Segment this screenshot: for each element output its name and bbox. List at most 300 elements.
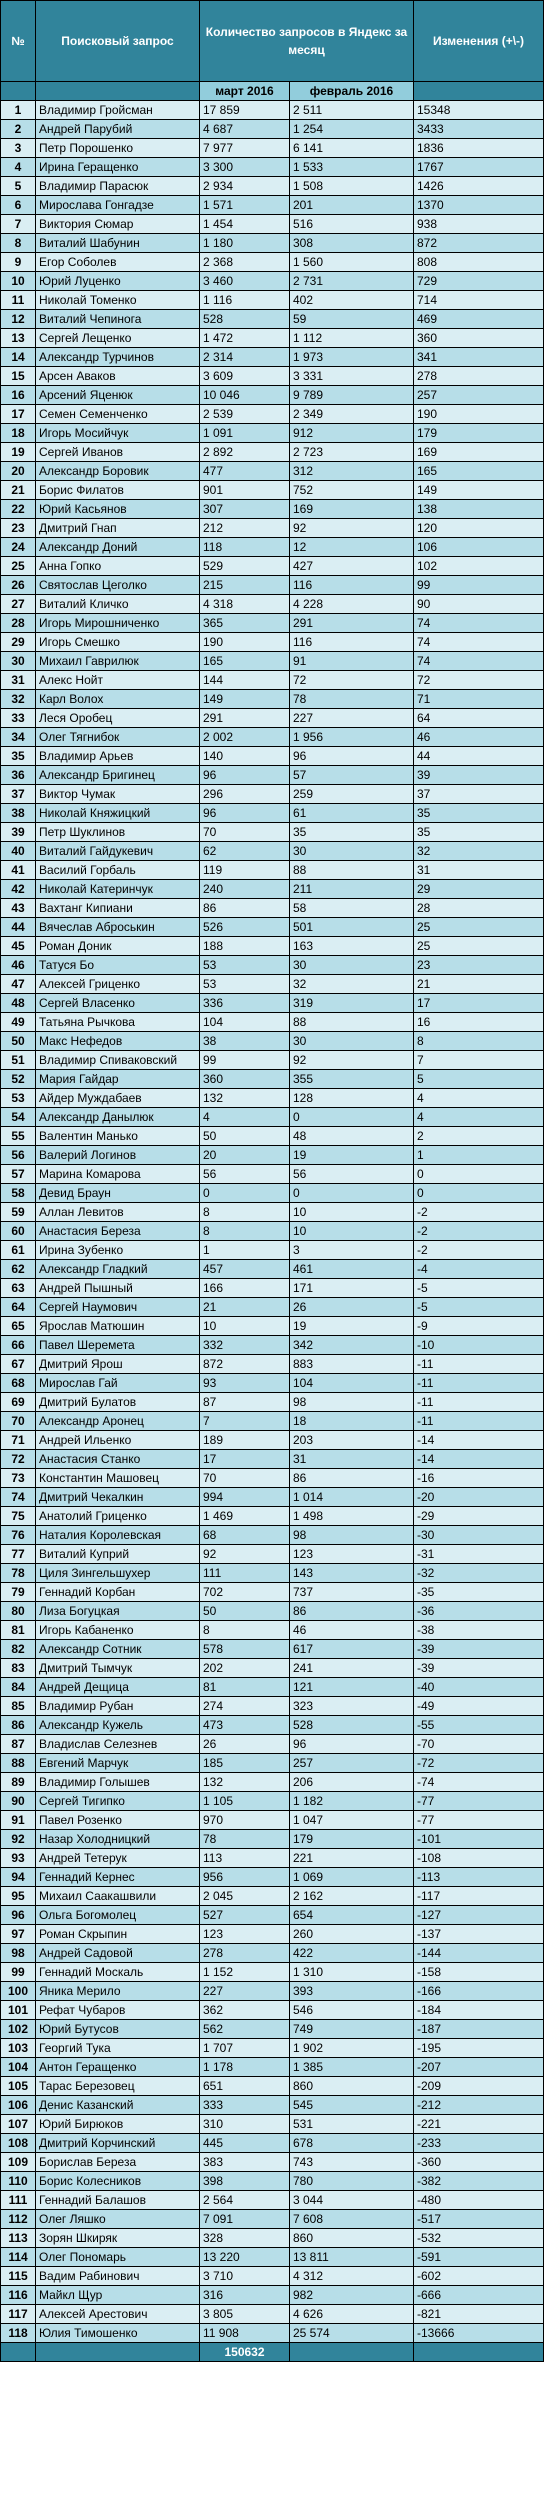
- table-row: [1, 614, 544, 633]
- cell-query: Виктория Сюмар: [36, 215, 200, 234]
- cell-feb: 1 956: [290, 728, 414, 747]
- cell-feb: 169: [290, 500, 414, 519]
- table-row: [1, 728, 544, 747]
- cell-query: Рефат Чубаров: [36, 2001, 200, 2020]
- cell-change: 17: [414, 994, 544, 1013]
- cell-num: 100: [1, 1982, 36, 2001]
- cell-feb: 883: [290, 1355, 414, 1374]
- table-row: [1, 1431, 544, 1450]
- cell-feb: 163: [290, 937, 414, 956]
- cell-change: -591: [414, 2248, 544, 2267]
- cell-feb: 1 508: [290, 177, 414, 196]
- cell-feb: 4 228: [290, 595, 414, 614]
- cell-feb: 1 254: [290, 120, 414, 139]
- table-row: [1, 804, 544, 823]
- cell-change: 1370: [414, 196, 544, 215]
- cell-mar: 20: [200, 1146, 290, 1165]
- cell-change: 872: [414, 234, 544, 253]
- table-row: [1, 1222, 544, 1241]
- table-row: [1, 880, 544, 899]
- total-row: [1, 2343, 544, 2362]
- cell-query: Михаил Гаврилюк: [36, 652, 200, 671]
- cell-query: Айдер Муждабаев: [36, 1089, 200, 1108]
- cell-mar: 144: [200, 671, 290, 690]
- cell-num: 108: [1, 2134, 36, 2153]
- cell-change: -9: [414, 1317, 544, 1336]
- cell-feb: 461: [290, 1260, 414, 1279]
- cell-query: Наталия Королевская: [36, 1526, 200, 1545]
- table-row: [1, 196, 544, 215]
- cell-change: -11: [414, 1412, 544, 1431]
- cell-mar: 78: [200, 1830, 290, 1849]
- cell-query: Владимир Голышев: [36, 1773, 200, 1792]
- cell-feb: 19: [290, 1317, 414, 1336]
- table-row: [1, 101, 544, 120]
- cell-num: 46: [1, 956, 36, 975]
- cell-change: 1426: [414, 177, 544, 196]
- table-row: [1, 1887, 544, 1906]
- cell-mar: 26: [200, 1735, 290, 1754]
- table-row: [1, 1659, 544, 1678]
- cell-mar: 1 454: [200, 215, 290, 234]
- cell-change: -74: [414, 1773, 544, 1792]
- cell-query: Игорь Кабаненко: [36, 1621, 200, 1640]
- cell-change: -108: [414, 1849, 544, 1868]
- cell-mar: 104: [200, 1013, 290, 1032]
- cell-query: Сергей Власенко: [36, 994, 200, 1013]
- cell-mar: 132: [200, 1773, 290, 1792]
- cell-change: 71: [414, 690, 544, 709]
- cell-query: Борислав Береза: [36, 2153, 200, 2172]
- cell-mar: 1 091: [200, 424, 290, 443]
- cell-num: 83: [1, 1659, 36, 1678]
- cell-query: Виталий Куприй: [36, 1545, 200, 1564]
- cell-mar: 8: [200, 1222, 290, 1241]
- cell-feb: 402: [290, 291, 414, 310]
- cell-feb: 92: [290, 1051, 414, 1070]
- col-query-header: Поисковый запрос: [36, 1, 200, 82]
- cell-feb: 1 973: [290, 348, 414, 367]
- cell-query: Александр Данылюк: [36, 1108, 200, 1127]
- table-row: [1, 1583, 544, 1602]
- cell-change: -4: [414, 1260, 544, 1279]
- cell-num: 81: [1, 1621, 36, 1640]
- cell-change: -39: [414, 1640, 544, 1659]
- cell-change: -10: [414, 1336, 544, 1355]
- cell-change: -360: [414, 2153, 544, 2172]
- cell-change: 278: [414, 367, 544, 386]
- table-row: [1, 2077, 544, 2096]
- cell-feb: 10: [290, 1222, 414, 1241]
- cell-feb: 123: [290, 1545, 414, 1564]
- cell-query: Сергей Наумович: [36, 1298, 200, 1317]
- cell-query: Юрий Луценко: [36, 272, 200, 291]
- cell-change: 32: [414, 842, 544, 861]
- table-row: [1, 1868, 544, 1887]
- cell-change: 341: [414, 348, 544, 367]
- col-feb-header: февраль 2016: [290, 82, 414, 101]
- cell-mar: 2 539: [200, 405, 290, 424]
- cell-feb: 1 182: [290, 1792, 414, 1811]
- table-row: [1, 1412, 544, 1431]
- cell-query: Геннадий Москаль: [36, 1963, 200, 1982]
- cell-num: 104: [1, 2058, 36, 2077]
- table-row: [1, 1792, 544, 1811]
- cell-mar: 528: [200, 310, 290, 329]
- cell-feb: 2 349: [290, 405, 414, 424]
- cell-num: 74: [1, 1488, 36, 1507]
- table-row: [1, 1089, 544, 1108]
- cell-mar: 477: [200, 462, 290, 481]
- cell-num: 47: [1, 975, 36, 994]
- cell-feb: 0: [290, 1108, 414, 1127]
- cell-query: Дмитрий Чекалкин: [36, 1488, 200, 1507]
- cell-num: 66: [1, 1336, 36, 1355]
- cell-change: 64: [414, 709, 544, 728]
- cell-num: 65: [1, 1317, 36, 1336]
- cell-feb: 654: [290, 1906, 414, 1925]
- cell-query: Дмитрий Ярош: [36, 1355, 200, 1374]
- cell-mar: 3 609: [200, 367, 290, 386]
- cell-change: -36: [414, 1602, 544, 1621]
- table-row: [1, 1488, 544, 1507]
- cell-mar: 2 892: [200, 443, 290, 462]
- table-row: [1, 139, 544, 158]
- cell-change: -821: [414, 2305, 544, 2324]
- cell-change: 169: [414, 443, 544, 462]
- cell-query: Сергей Иванов: [36, 443, 200, 462]
- cell-feb: 4 312: [290, 2267, 414, 2286]
- table-row: [1, 177, 544, 196]
- cell-query: Дмитрий Корчинский: [36, 2134, 200, 2153]
- cell-query: Семен Семенченко: [36, 405, 200, 424]
- cell-query: Татьяна Рычкова: [36, 1013, 200, 1032]
- cell-change: 29: [414, 880, 544, 899]
- cell-num: 31: [1, 671, 36, 690]
- table-row: [1, 709, 544, 728]
- cell-feb: 241: [290, 1659, 414, 1678]
- cell-mar: 132: [200, 1089, 290, 1108]
- table-row: [1, 1013, 544, 1032]
- cell-query: Павел Шеремета: [36, 1336, 200, 1355]
- table-row: [1, 405, 544, 424]
- cell-mar: 3 710: [200, 2267, 290, 2286]
- cell-num: 19: [1, 443, 36, 462]
- cell-query: Игорь Мосийчук: [36, 424, 200, 443]
- cell-query: Антон Геращенко: [36, 2058, 200, 2077]
- cell-mar: 527: [200, 1906, 290, 1925]
- cell-query: Петр Шуклинов: [36, 823, 200, 842]
- table-row: [1, 1678, 544, 1697]
- cell-num: 26: [1, 576, 36, 595]
- table-row: [1, 1773, 544, 1792]
- cell-mar: 50: [200, 1127, 290, 1146]
- cell-num: 33: [1, 709, 36, 728]
- cell-num: 80: [1, 1602, 36, 1621]
- cell-change: 0: [414, 1165, 544, 1184]
- table-row: [1, 1165, 544, 1184]
- table-row: [1, 1146, 544, 1165]
- cell-num: 109: [1, 2153, 36, 2172]
- cell-feb: 1 498: [290, 1507, 414, 1526]
- table-row: [1, 538, 544, 557]
- cell-query: Александр Бригинец: [36, 766, 200, 785]
- cell-change: 8: [414, 1032, 544, 1051]
- cell-change: 1836: [414, 139, 544, 158]
- cell-feb: 96: [290, 747, 414, 766]
- cell-query: Девид Браун: [36, 1184, 200, 1203]
- cell-num: 91: [1, 1811, 36, 1830]
- table-row: [1, 1564, 544, 1583]
- cell-change: 74: [414, 614, 544, 633]
- cell-feb: 48: [290, 1127, 414, 1146]
- cell-query: Александр Гладкий: [36, 1260, 200, 1279]
- cell-feb: 56: [290, 1165, 414, 1184]
- cell-num: 118: [1, 2324, 36, 2343]
- cell-feb: 257: [290, 1754, 414, 1773]
- cell-num: 64: [1, 1298, 36, 1317]
- cell-feb: 1 069: [290, 1868, 414, 1887]
- cell-mar: 70: [200, 823, 290, 842]
- table-row: [1, 1070, 544, 1089]
- cell-query: Мирослава Гонгадзе: [36, 196, 200, 215]
- cell-query: Владислав Селезнев: [36, 1735, 200, 1754]
- cell-change: -11: [414, 1355, 544, 1374]
- cell-num: 51: [1, 1051, 36, 1070]
- cell-mar: 7 977: [200, 139, 290, 158]
- cell-mar: 362: [200, 2001, 290, 2020]
- table-row: [1, 1127, 544, 1146]
- cell-num: 42: [1, 880, 36, 899]
- cell-query: Ярослав Матюшин: [36, 1317, 200, 1336]
- cell-mar: 3 805: [200, 2305, 290, 2324]
- table-row: [1, 310, 544, 329]
- cell-mar: 7: [200, 1412, 290, 1431]
- cell-feb: 61: [290, 804, 414, 823]
- cell-feb: 96: [290, 1735, 414, 1754]
- cell-mar: 21: [200, 1298, 290, 1317]
- cell-query: Вячеслав Аброськин: [36, 918, 200, 937]
- cell-feb: 1 385: [290, 2058, 414, 2077]
- cell-query: Ирина Зубенко: [36, 1241, 200, 1260]
- cell-mar: 62: [200, 842, 290, 861]
- cell-mar: 123: [200, 1925, 290, 1944]
- cell-num: 2: [1, 120, 36, 139]
- cell-query: Василий Горбаль: [36, 861, 200, 880]
- cell-change: -16: [414, 1469, 544, 1488]
- cell-num: 23: [1, 519, 36, 538]
- cell-mar: 2 934: [200, 177, 290, 196]
- cell-query: Игорь Мирошниченко: [36, 614, 200, 633]
- table-row: [1, 1906, 544, 1925]
- cell-change: 21: [414, 975, 544, 994]
- table-row: [1, 2229, 544, 2248]
- cell-query: Татуся Бо: [36, 956, 200, 975]
- cell-feb: 35: [290, 823, 414, 842]
- cell-change: 39: [414, 766, 544, 785]
- cell-num: 4: [1, 158, 36, 177]
- cell-change: 257: [414, 386, 544, 405]
- cell-change: 23: [414, 956, 544, 975]
- cell-query: Геннадий Кернес: [36, 1868, 200, 1887]
- table-row: [1, 1298, 544, 1317]
- cell-feb: 201: [290, 196, 414, 215]
- cell-query: Дмитрий Булатов: [36, 1393, 200, 1412]
- cell-change: -2: [414, 1222, 544, 1241]
- cell-num: 13: [1, 329, 36, 348]
- cell-query: Олег Ляшко: [36, 2210, 200, 2229]
- cell-change: 90: [414, 595, 544, 614]
- cell-num: 34: [1, 728, 36, 747]
- cell-num: 37: [1, 785, 36, 804]
- table-row: [1, 1830, 544, 1849]
- cell-num: 53: [1, 1089, 36, 1108]
- cell-change: -77: [414, 1811, 544, 1830]
- cell-feb: 1 310: [290, 1963, 414, 1982]
- cell-change: -5: [414, 1298, 544, 1317]
- cell-query: Валентин Манько: [36, 1127, 200, 1146]
- table-row: [1, 120, 544, 139]
- cell-num: 72: [1, 1450, 36, 1469]
- cell-query: Игорь Смешко: [36, 633, 200, 652]
- cell-change: -233: [414, 2134, 544, 2153]
- cell-query: Андрей Тетерук: [36, 1849, 200, 1868]
- cell-change: -137: [414, 1925, 544, 1944]
- cell-feb: 678: [290, 2134, 414, 2153]
- cell-num: 44: [1, 918, 36, 937]
- cell-query: Олег Пономарь: [36, 2248, 200, 2267]
- cell-mar: 92: [200, 1545, 290, 1564]
- cell-num: 57: [1, 1165, 36, 1184]
- cell-change: -32: [414, 1564, 544, 1583]
- cell-feb: 59: [290, 310, 414, 329]
- cell-mar: 13 220: [200, 2248, 290, 2267]
- cell-mar: 274: [200, 1697, 290, 1716]
- cell-mar: 307: [200, 500, 290, 519]
- cell-change: 106: [414, 538, 544, 557]
- cell-query: Владимир Гройсман: [36, 101, 200, 120]
- table-row: [1, 823, 544, 842]
- cell-feb: 121: [290, 1678, 414, 1697]
- cell-num: 68: [1, 1374, 36, 1393]
- cell-mar: 872: [200, 1355, 290, 1374]
- table-row: [1, 2096, 544, 2115]
- cell-change: 120: [414, 519, 544, 538]
- cell-num: 35: [1, 747, 36, 766]
- cell-mar: 457: [200, 1260, 290, 1279]
- cell-feb: 528: [290, 1716, 414, 1735]
- cell-num: 48: [1, 994, 36, 1013]
- cell-mar: 526: [200, 918, 290, 937]
- table-row: [1, 633, 544, 652]
- table-row: [1, 557, 544, 576]
- table-row: [1, 348, 544, 367]
- cell-mar: 8: [200, 1621, 290, 1640]
- cell-mar: 970: [200, 1811, 290, 1830]
- cell-num: 1: [1, 101, 36, 120]
- cell-mar: 2 314: [200, 348, 290, 367]
- cell-feb: 116: [290, 633, 414, 652]
- cell-query: Циля Зингельшухер: [36, 1564, 200, 1583]
- table-row: [1, 367, 544, 386]
- cell-mar: 1 116: [200, 291, 290, 310]
- cell-feb: 98: [290, 1526, 414, 1545]
- table-row: [1, 1374, 544, 1393]
- cell-mar: 901: [200, 481, 290, 500]
- cell-query: Карл Волох: [36, 690, 200, 709]
- cell-query: Сергей Тигипко: [36, 1792, 200, 1811]
- cell-mar: 296: [200, 785, 290, 804]
- table-row: [1, 1697, 544, 1716]
- cell-query: Александр Сотник: [36, 1640, 200, 1659]
- cell-query: Аллан Левитов: [36, 1203, 200, 1222]
- cell-change: -38: [414, 1621, 544, 1640]
- cell-change: 714: [414, 291, 544, 310]
- cell-feb: 743: [290, 2153, 414, 2172]
- cell-num: 82: [1, 1640, 36, 1659]
- cell-change: -49: [414, 1697, 544, 1716]
- cell-num: 52: [1, 1070, 36, 1089]
- table-row: [1, 2020, 544, 2039]
- cell-feb: 501: [290, 918, 414, 937]
- cell-query: Владимир Арьев: [36, 747, 200, 766]
- cell-mar: 87: [200, 1393, 290, 1412]
- cell-mar: 1 105: [200, 1792, 290, 1811]
- table-row: [1, 671, 544, 690]
- cell-query: Леся Оробец: [36, 709, 200, 728]
- cell-feb: 12: [290, 538, 414, 557]
- cell-num: 78: [1, 1564, 36, 1583]
- cell-mar: 8: [200, 1203, 290, 1222]
- cell-num: 56: [1, 1146, 36, 1165]
- cell-query: Виталий Шабунин: [36, 234, 200, 253]
- cell-feb: 91: [290, 652, 414, 671]
- cell-num: 61: [1, 1241, 36, 1260]
- table-row: [1, 1184, 544, 1203]
- cell-feb: 1 902: [290, 2039, 414, 2058]
- cell-mar: 17: [200, 1450, 290, 1469]
- cell-change: -70: [414, 1735, 544, 1754]
- cell-change: 165: [414, 462, 544, 481]
- table-row: [1, 2001, 544, 2020]
- cell-change: -207: [414, 2058, 544, 2077]
- cell-num: 54: [1, 1108, 36, 1127]
- cell-feb: 88: [290, 861, 414, 880]
- subheader-row: [1, 82, 544, 101]
- cell-num: 85: [1, 1697, 36, 1716]
- cell-num: 70: [1, 1412, 36, 1431]
- cell-query: Владимир Парасюк: [36, 177, 200, 196]
- cell-num: 107: [1, 2115, 36, 2134]
- cell-query: Мирослав Гай: [36, 1374, 200, 1393]
- cell-query: Марина Комарова: [36, 1165, 200, 1184]
- cell-mar: 53: [200, 956, 290, 975]
- cell-change: -29: [414, 1507, 544, 1526]
- cell-query: Анастасия Станко: [36, 1450, 200, 1469]
- cell-mar: 0: [200, 1184, 290, 1203]
- table-row: [1, 2305, 544, 2324]
- table-row: [1, 2210, 544, 2229]
- cell-feb: 780: [290, 2172, 414, 2191]
- cell-query: Владимир Рубан: [36, 1697, 200, 1716]
- cell-mar: 7 091: [200, 2210, 290, 2229]
- cell-change: -77: [414, 1792, 544, 1811]
- cell-mar: 1 707: [200, 2039, 290, 2058]
- cell-num: 98: [1, 1944, 36, 1963]
- cell-num: 45: [1, 937, 36, 956]
- cell-query: Назар Холодницкий: [36, 1830, 200, 1849]
- cell-change: 190: [414, 405, 544, 424]
